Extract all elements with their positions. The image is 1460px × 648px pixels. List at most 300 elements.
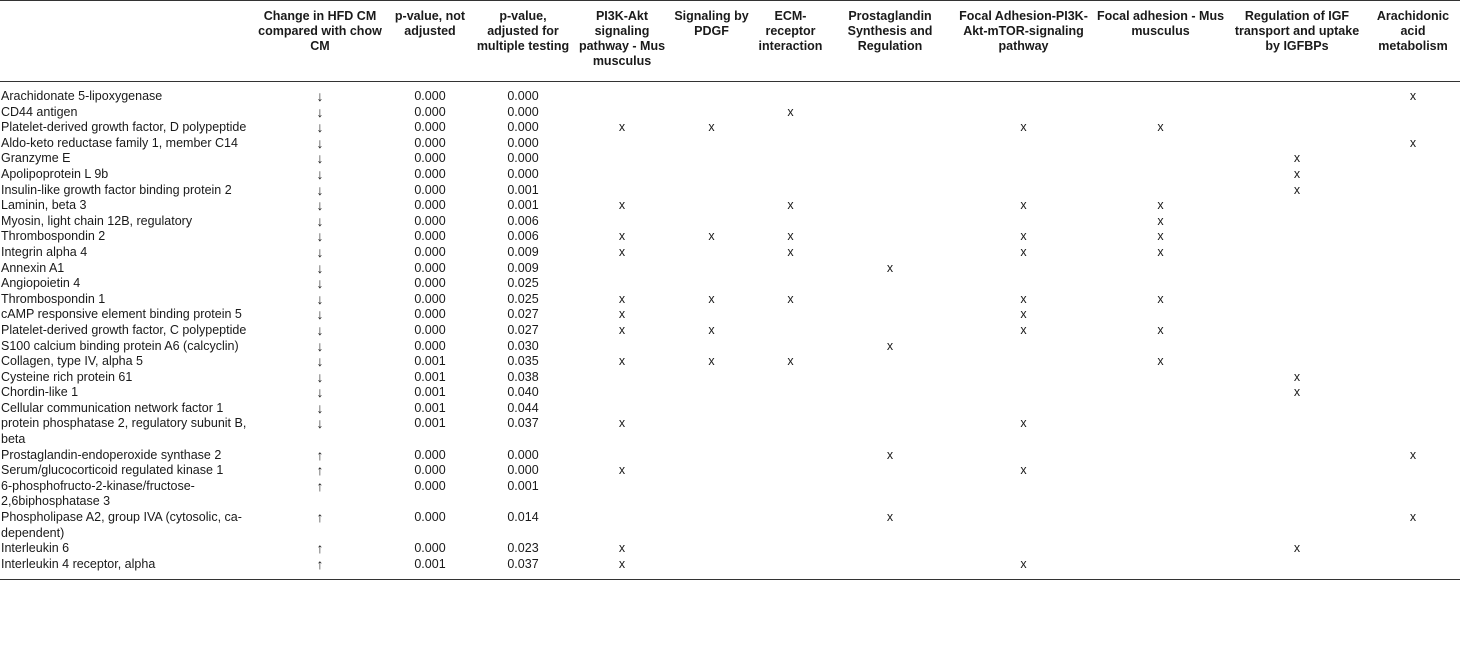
igf-regulation-mark	[1228, 136, 1366, 152]
prostaglandin-mark	[826, 307, 954, 323]
change-direction-cell: ↓	[316, 181, 324, 198]
table-row	[0, 307, 1460, 323]
pi3k-akt-mark	[576, 136, 668, 152]
pvalue-raw-cell: 0.000	[414, 244, 446, 259]
prostaglandin-mark	[826, 541, 954, 557]
pdgf-mark	[668, 261, 755, 277]
pvalue-adjusted-cell: 0.006	[507, 213, 539, 228]
pvalue-adjusted-cell: 0.000	[507, 120, 539, 135]
table-row	[0, 105, 1460, 121]
ecm-receptor-mark	[755, 510, 826, 541]
pdgf-mark	[668, 307, 755, 323]
ecm-receptor-mark	[755, 151, 826, 167]
pi3k-akt-mark	[576, 261, 668, 277]
igf-regulation-mark	[1228, 276, 1366, 292]
focal-adhesion-mark	[1093, 416, 1228, 447]
col-header-pdgf: Signaling by PDGF	[668, 1, 755, 82]
table-row	[0, 261, 1460, 277]
pdgf-mark	[668, 276, 755, 292]
arachidonic-acid-mark	[1366, 183, 1460, 199]
focal-adhesion-mtor-mark	[954, 183, 1093, 199]
pdgf-mark	[668, 510, 755, 541]
pi3k-akt-mark	[576, 105, 668, 121]
change-direction-cell: ↓	[316, 228, 324, 245]
table-row	[0, 292, 1460, 308]
gene-name-cell: Platelet-derived growth factor, C polypeptide	[1, 322, 247, 337]
gene-name-cell: cAMP responsive element binding protein 5	[1, 307, 242, 322]
prostaglandin-mark	[826, 385, 954, 401]
gene-name-cell: Chordin-like 1	[1, 385, 79, 400]
pi3k-akt-mark	[576, 401, 668, 417]
change-direction-cell: ↓	[316, 415, 324, 432]
col-header-focal-adhesion: Focal adhesion - Mus musculus	[1093, 1, 1228, 82]
pvalue-adjusted-cell: 0.025	[507, 276, 539, 291]
pvalue-adjusted-cell: 0.027	[507, 307, 539, 322]
focal-adhesion-mark: x	[1157, 322, 1164, 337]
igf-regulation-mark	[1228, 82, 1366, 105]
arachidonic-acid-mark	[1366, 276, 1460, 292]
focal-adhesion-mtor-mark	[954, 354, 1093, 370]
gene-name-cell: protein phosphatase 2, regulatory subunit B, beta	[1, 416, 247, 447]
pi3k-akt-mark	[576, 370, 668, 386]
change-direction-cell: ↓	[316, 134, 324, 151]
col-header-pi3k-akt: PI3K-Akt signaling pathway - Mus musculus	[576, 1, 668, 82]
arachidonic-acid-mark: x	[1409, 447, 1417, 462]
ecm-receptor-mark	[755, 214, 826, 230]
pdgf-mark: x	[708, 322, 715, 337]
arachidonic-acid-mark: x	[1409, 89, 1417, 103]
prostaglandin-mark	[826, 479, 954, 510]
change-direction-cell: ↓	[316, 88, 324, 104]
focal-adhesion-mark: x	[1157, 198, 1164, 213]
pvalue-raw-cell: 0.001	[414, 416, 446, 431]
gene-name-cell: Platelet-derived growth factor, D polypeptide	[1, 120, 247, 135]
pvalue-adjusted-cell: 0.000	[507, 447, 539, 462]
gene-name-cell: Cysteine rich protein 61	[1, 369, 133, 384]
gene-name-cell: Prostaglandin-endoperoxide synthase 2	[1, 447, 222, 462]
table-row	[0, 339, 1460, 355]
table-row	[0, 276, 1460, 292]
col-header-arachidonic-acid: Arachidonic acid metabolism	[1366, 1, 1460, 82]
arachidonic-acid-mark	[1366, 463, 1460, 479]
pvalue-raw-cell: 0.000	[414, 166, 446, 181]
focal-adhesion-mtor-mark	[954, 385, 1093, 401]
prostaglandin-mark: x	[886, 447, 894, 462]
arachidonic-acid-mark	[1366, 557, 1460, 580]
ecm-receptor-mark: x	[787, 354, 794, 369]
gene-name-cell: Interleukin 4 receptor, alpha	[0, 557, 250, 580]
table-row	[0, 416, 1460, 447]
pi3k-akt-mark: x	[618, 307, 626, 322]
header-row	[0, 1, 1460, 82]
change-direction-cell: ↓	[316, 384, 324, 401]
pdgf-mark	[668, 136, 755, 152]
ecm-receptor-mark: x	[787, 291, 794, 306]
focal-adhesion-mark	[1093, 541, 1228, 557]
pdgf-mark	[668, 463, 755, 479]
change-direction-cell: ↓	[316, 150, 324, 167]
pvalue-raw-cell: 0.000	[414, 120, 446, 135]
pvalue-raw-cell: 0.001	[390, 557, 470, 580]
pi3k-akt-mark	[576, 339, 668, 355]
ecm-receptor-mark	[755, 463, 826, 479]
table-row	[0, 245, 1460, 261]
arachidonic-acid-mark	[1366, 245, 1460, 261]
pi3k-akt-mark: x	[618, 291, 626, 306]
igf-regulation-mark	[1228, 323, 1366, 339]
focal-adhesion-mark	[1093, 151, 1228, 167]
prostaglandin-mark: x	[886, 260, 894, 275]
focal-adhesion-mark: x	[1157, 120, 1164, 135]
focal-adhesion-mtor-mark	[954, 510, 1093, 541]
ecm-receptor-mark: x	[787, 244, 794, 259]
arachidonic-acid-mark	[1366, 214, 1460, 230]
pvalue-adjusted-cell: 0.035	[507, 354, 539, 369]
gene-name-cell: Thrombospondin 1	[1, 291, 106, 306]
pi3k-akt-mark	[576, 183, 668, 199]
focal-adhesion-mark: x	[1157, 229, 1164, 244]
prostaglandin-mark	[826, 151, 954, 167]
ecm-receptor-mark: x	[787, 104, 794, 119]
prostaglandin-mark	[826, 370, 954, 386]
pi3k-akt-mark: x	[618, 198, 626, 213]
focal-adhesion-mtor-mark	[954, 448, 1093, 464]
arachidonic-acid-mark	[1366, 167, 1460, 183]
change-direction-cell: ↓	[316, 119, 324, 136]
pvalue-raw-cell: 0.000	[414, 198, 446, 213]
focal-adhesion-mtor-mark: x	[1020, 463, 1027, 478]
focal-adhesion-mtor-mark	[954, 479, 1093, 510]
pi3k-akt-mark	[576, 82, 668, 105]
gene-name-cell: CD44 antigen	[1, 104, 78, 119]
table-row	[0, 557, 1460, 580]
pdgf-mark	[668, 416, 755, 447]
ecm-receptor-mark	[755, 385, 826, 401]
igf-regulation-mark: x	[1293, 369, 1301, 384]
change-direction-cell: ↓	[316, 243, 324, 260]
arachidonic-acid-mark	[1366, 385, 1460, 401]
arachidonic-acid-mark	[1366, 307, 1460, 323]
pdgf-mark	[668, 370, 755, 386]
arachidonic-acid-mark	[1366, 401, 1460, 417]
table-row	[0, 82, 1460, 105]
pi3k-akt-mark: x	[618, 120, 626, 135]
pvalue-raw-cell: 0.001	[414, 369, 446, 384]
pvalue-adjusted-cell: 0.000	[507, 151, 539, 166]
focal-adhesion-mtor-mark	[954, 214, 1093, 230]
table-row	[0, 183, 1460, 199]
pi3k-akt-mark	[576, 385, 668, 401]
ecm-receptor-mark: x	[787, 198, 794, 213]
pdgf-mark	[668, 167, 755, 183]
arachidonic-acid-mark	[1366, 229, 1460, 245]
change-direction-cell: ↑	[316, 446, 324, 463]
focal-adhesion-mtor-mark: x	[1020, 244, 1027, 259]
focal-adhesion-mark	[1093, 557, 1228, 580]
pvalue-adjusted-cell: 0.006	[507, 229, 539, 244]
pvalue-raw-cell: 0.000	[414, 260, 446, 275]
pvalue-raw-cell: 0.000	[414, 510, 446, 525]
ecm-receptor-mark	[755, 183, 826, 199]
focal-adhesion-mark	[1093, 479, 1228, 510]
prostaglandin-mark	[826, 401, 954, 417]
pvalue-raw-cell: 0.000	[414, 276, 446, 291]
pvalue-adjusted-cell: 0.040	[507, 385, 539, 400]
focal-adhesion-mtor-mark	[954, 105, 1093, 121]
focal-adhesion-mtor-mark: x	[1020, 229, 1027, 244]
prostaglandin-mark	[826, 82, 954, 105]
ecm-receptor-mark	[755, 307, 826, 323]
pi3k-akt-mark	[576, 214, 668, 230]
table-row	[0, 370, 1460, 386]
igf-regulation-mark	[1228, 198, 1366, 214]
pvalue-raw-cell: 0.000	[414, 463, 446, 478]
change-direction-cell: ↓	[316, 197, 324, 214]
arachidonic-acid-mark	[1366, 151, 1460, 167]
gene-name-cell: Granzyme E	[1, 151, 71, 166]
col-header-focal-adhesion-mtor: Focal Adhesion-PI3K-Akt-mTOR-signaling pathway	[954, 1, 1093, 82]
pdgf-mark: x	[708, 354, 715, 369]
table-row	[0, 151, 1460, 167]
igf-regulation-mark	[1228, 557, 1366, 580]
focal-adhesion-mark: x	[1157, 213, 1164, 228]
table-row	[0, 323, 1460, 339]
pvalue-adjusted-cell: 0.009	[507, 260, 539, 275]
pi3k-akt-mark: x	[618, 416, 626, 431]
prostaglandin-mark	[826, 136, 954, 152]
igf-regulation-mark	[1228, 510, 1366, 541]
pvalue-adjusted-cell: 0.037	[470, 557, 576, 580]
prostaglandin-mark	[826, 120, 954, 136]
igf-regulation-mark: x	[1293, 166, 1301, 181]
pi3k-akt-mark	[576, 448, 668, 464]
table-row	[0, 463, 1460, 479]
ecm-receptor-mark	[755, 416, 826, 447]
prostaglandin-mark	[826, 292, 954, 308]
pvalue-raw-cell: 0.000	[414, 104, 446, 119]
focal-adhesion-mtor-mark: x	[1020, 416, 1027, 431]
pi3k-akt-mark: x	[618, 354, 626, 369]
ecm-receptor-mark	[755, 136, 826, 152]
change-direction-cell: ↓	[316, 212, 324, 229]
ecm-receptor-mark	[755, 401, 826, 417]
pvalue-raw-cell: 0.000	[414, 307, 446, 322]
focal-adhesion-mark	[1093, 136, 1228, 152]
igf-regulation-mark	[1228, 307, 1366, 323]
table-row	[0, 229, 1460, 245]
igf-regulation-mark	[1228, 479, 1366, 510]
change-direction-cell: ↓	[316, 399, 324, 416]
pvalue-adjusted-cell: 0.009	[507, 244, 539, 259]
prostaglandin-mark	[826, 183, 954, 199]
table-body	[0, 82, 1460, 580]
focal-adhesion-mark	[1093, 510, 1228, 541]
pvalue-raw-cell: 0.000	[414, 213, 446, 228]
focal-adhesion-mtor-mark	[954, 167, 1093, 183]
arachidonic-acid-mark	[1366, 541, 1460, 557]
igf-regulation-mark	[1228, 401, 1366, 417]
table-row	[0, 401, 1460, 417]
prostaglandin-mark	[826, 354, 954, 370]
pvalue-raw-cell: 0.000	[414, 338, 446, 353]
gene-name-cell: Cellular communication network factor 1	[1, 400, 224, 415]
pdgf-mark	[668, 82, 755, 105]
focal-adhesion-mark	[1093, 385, 1228, 401]
table-row	[0, 214, 1460, 230]
focal-adhesion-mark	[1093, 370, 1228, 386]
pi3k-akt-mark: x	[618, 229, 626, 244]
gene-name-cell: Aldo-keto reductase family 1, member C14	[1, 135, 238, 150]
arachidonic-acid-mark	[1366, 120, 1460, 136]
focal-adhesion-mtor-mark: x	[1020, 307, 1027, 322]
igf-regulation-mark: x	[1293, 182, 1301, 197]
prostaglandin-mark	[826, 416, 954, 447]
gene-name-cell: Apolipoprotein L 9b	[1, 166, 109, 181]
focal-adhesion-mark	[1093, 105, 1228, 121]
table-row	[0, 541, 1460, 557]
igf-regulation-mark: x	[1293, 151, 1301, 166]
focal-adhesion-mtor-mark	[954, 136, 1093, 152]
pdgf-mark	[668, 339, 755, 355]
ecm-receptor-mark	[755, 557, 826, 580]
pvalue-adjusted-cell: 0.027	[507, 322, 539, 337]
arachidonic-acid-mark	[1366, 354, 1460, 370]
pvalue-adjusted-cell: 0.030	[507, 338, 539, 353]
gene-name-cell: Integrin alpha 4	[1, 244, 88, 259]
ecm-receptor-mark	[755, 339, 826, 355]
focal-adhesion-mark: x	[1157, 354, 1164, 369]
pi3k-akt-mark: x	[618, 541, 626, 556]
pdgf-mark	[668, 385, 755, 401]
pi3k-akt-mark: x	[576, 557, 668, 580]
change-direction-cell: ↑	[316, 477, 324, 494]
prostaglandin-mark	[826, 214, 954, 230]
focal-adhesion-mtor-mark: x	[1020, 198, 1027, 213]
table-row	[0, 136, 1460, 152]
pi3k-akt-mark	[576, 510, 668, 541]
pvalue-raw-cell: 0.000	[414, 135, 446, 150]
arachidonic-acid-mark	[1366, 292, 1460, 308]
ecm-receptor-mark	[755, 276, 826, 292]
change-direction-cell: ↓	[316, 275, 324, 292]
gene-name-cell: Collagen, type IV, alpha 5	[1, 354, 144, 369]
col-header-ecm-receptor: ECM-receptor interaction	[755, 1, 826, 82]
focal-adhesion-mtor-mark	[954, 339, 1093, 355]
focal-adhesion-mtor-mark	[954, 541, 1093, 557]
focal-adhesion-mtor-mark	[954, 82, 1093, 105]
arachidonic-acid-mark: x	[1409, 135, 1417, 150]
focal-adhesion-mtor-mark: x	[1020, 322, 1027, 337]
pvalue-raw-cell: 0.001	[414, 400, 446, 415]
pvalue-adjusted-cell: 0.025	[507, 291, 539, 306]
pvalue-adjusted-cell: 0.001	[507, 182, 539, 197]
focal-adhesion-mtor-mark: x	[954, 557, 1093, 580]
focal-adhesion-mark	[1093, 448, 1228, 464]
pdgf-mark	[668, 479, 755, 510]
gene-name-cell: Interleukin 6	[1, 541, 70, 556]
gene-name-cell: Angiopoietin 4	[1, 276, 81, 291]
focal-adhesion-mark: x	[1157, 291, 1164, 306]
pdgf-mark	[668, 183, 755, 199]
focal-adhesion-mark	[1093, 339, 1228, 355]
focal-adhesion-mark	[1093, 82, 1228, 105]
igf-regulation-mark	[1228, 261, 1366, 277]
igf-regulation-mark: x	[1293, 385, 1301, 400]
change-direction-cell: ↑	[316, 509, 324, 526]
focal-adhesion-mtor-mark	[954, 370, 1093, 386]
pvalue-raw-cell: 0.000	[414, 182, 446, 197]
pi3k-akt-mark	[576, 276, 668, 292]
arachidonic-acid-mark	[1366, 105, 1460, 121]
change-direction-cell: ↓	[316, 368, 324, 385]
pvalue-raw-cell: 0.000	[414, 151, 446, 166]
prostaglandin-mark	[826, 105, 954, 121]
table-row	[0, 510, 1460, 541]
focal-adhesion-mtor-mark: x	[1020, 291, 1027, 306]
focal-adhesion-mark	[1093, 167, 1228, 183]
igf-regulation-mark	[1228, 339, 1366, 355]
pdgf-mark: x	[708, 291, 715, 306]
pvalue-adjusted-cell: 0.001	[507, 478, 539, 493]
ecm-receptor-mark	[755, 479, 826, 510]
ecm-receptor-mark	[755, 370, 826, 386]
pvalue-adjusted-cell: 0.000	[507, 463, 539, 478]
pdgf-mark: x	[708, 120, 715, 135]
pvalue-raw-cell: 0.000	[414, 322, 446, 337]
prostaglandin-mark	[826, 557, 954, 580]
igf-regulation-mark	[1228, 292, 1366, 308]
table-row	[0, 354, 1460, 370]
focal-adhesion-mtor-mark	[954, 401, 1093, 417]
change-direction-cell: ↓	[316, 306, 324, 323]
table-row	[0, 167, 1460, 183]
pdgf-mark	[668, 198, 755, 214]
table-header	[0, 1, 1460, 82]
pdgf-mark	[668, 151, 755, 167]
change-direction-cell: ↑	[316, 462, 324, 479]
pvalue-adjusted-cell: 0.038	[507, 369, 539, 384]
ecm-receptor-mark	[755, 120, 826, 136]
igf-regulation-mark	[1228, 120, 1366, 136]
prostaglandin-mark	[826, 323, 954, 339]
pvalue-raw-cell: 0.000	[414, 89, 446, 103]
pdgf-mark	[668, 541, 755, 557]
pvalue-raw-cell: 0.001	[414, 385, 446, 400]
change-direction-cell: ↓	[316, 165, 324, 182]
igf-regulation-mark	[1228, 354, 1366, 370]
pdgf-mark	[668, 557, 755, 580]
pdgf-mark	[668, 105, 755, 121]
focal-adhesion-mark	[1093, 183, 1228, 199]
focal-adhesion-mtor-mark	[954, 261, 1093, 277]
arachidonic-acid-mark	[1366, 339, 1460, 355]
igf-regulation-mark	[1228, 229, 1366, 245]
pvalue-raw-cell: 0.000	[414, 229, 446, 244]
col-header-pvalue-raw: p-value, not adjusted	[390, 1, 470, 82]
prostaglandin-mark	[826, 463, 954, 479]
pvalue-adjusted-cell: 0.044	[507, 400, 539, 415]
pvalue-adjusted-cell: 0.000	[507, 166, 539, 181]
change-direction-cell: ↓	[316, 103, 324, 120]
focal-adhesion-mark	[1093, 401, 1228, 417]
pvalue-raw-cell: 0.000	[414, 447, 446, 462]
pdgf-mark	[668, 401, 755, 417]
table-row	[0, 198, 1460, 214]
prostaglandin-mark	[826, 276, 954, 292]
pvalue-adjusted-cell: 0.014	[507, 510, 539, 525]
change-direction-cell: ↓	[316, 353, 324, 370]
focal-adhesion-mark	[1093, 276, 1228, 292]
